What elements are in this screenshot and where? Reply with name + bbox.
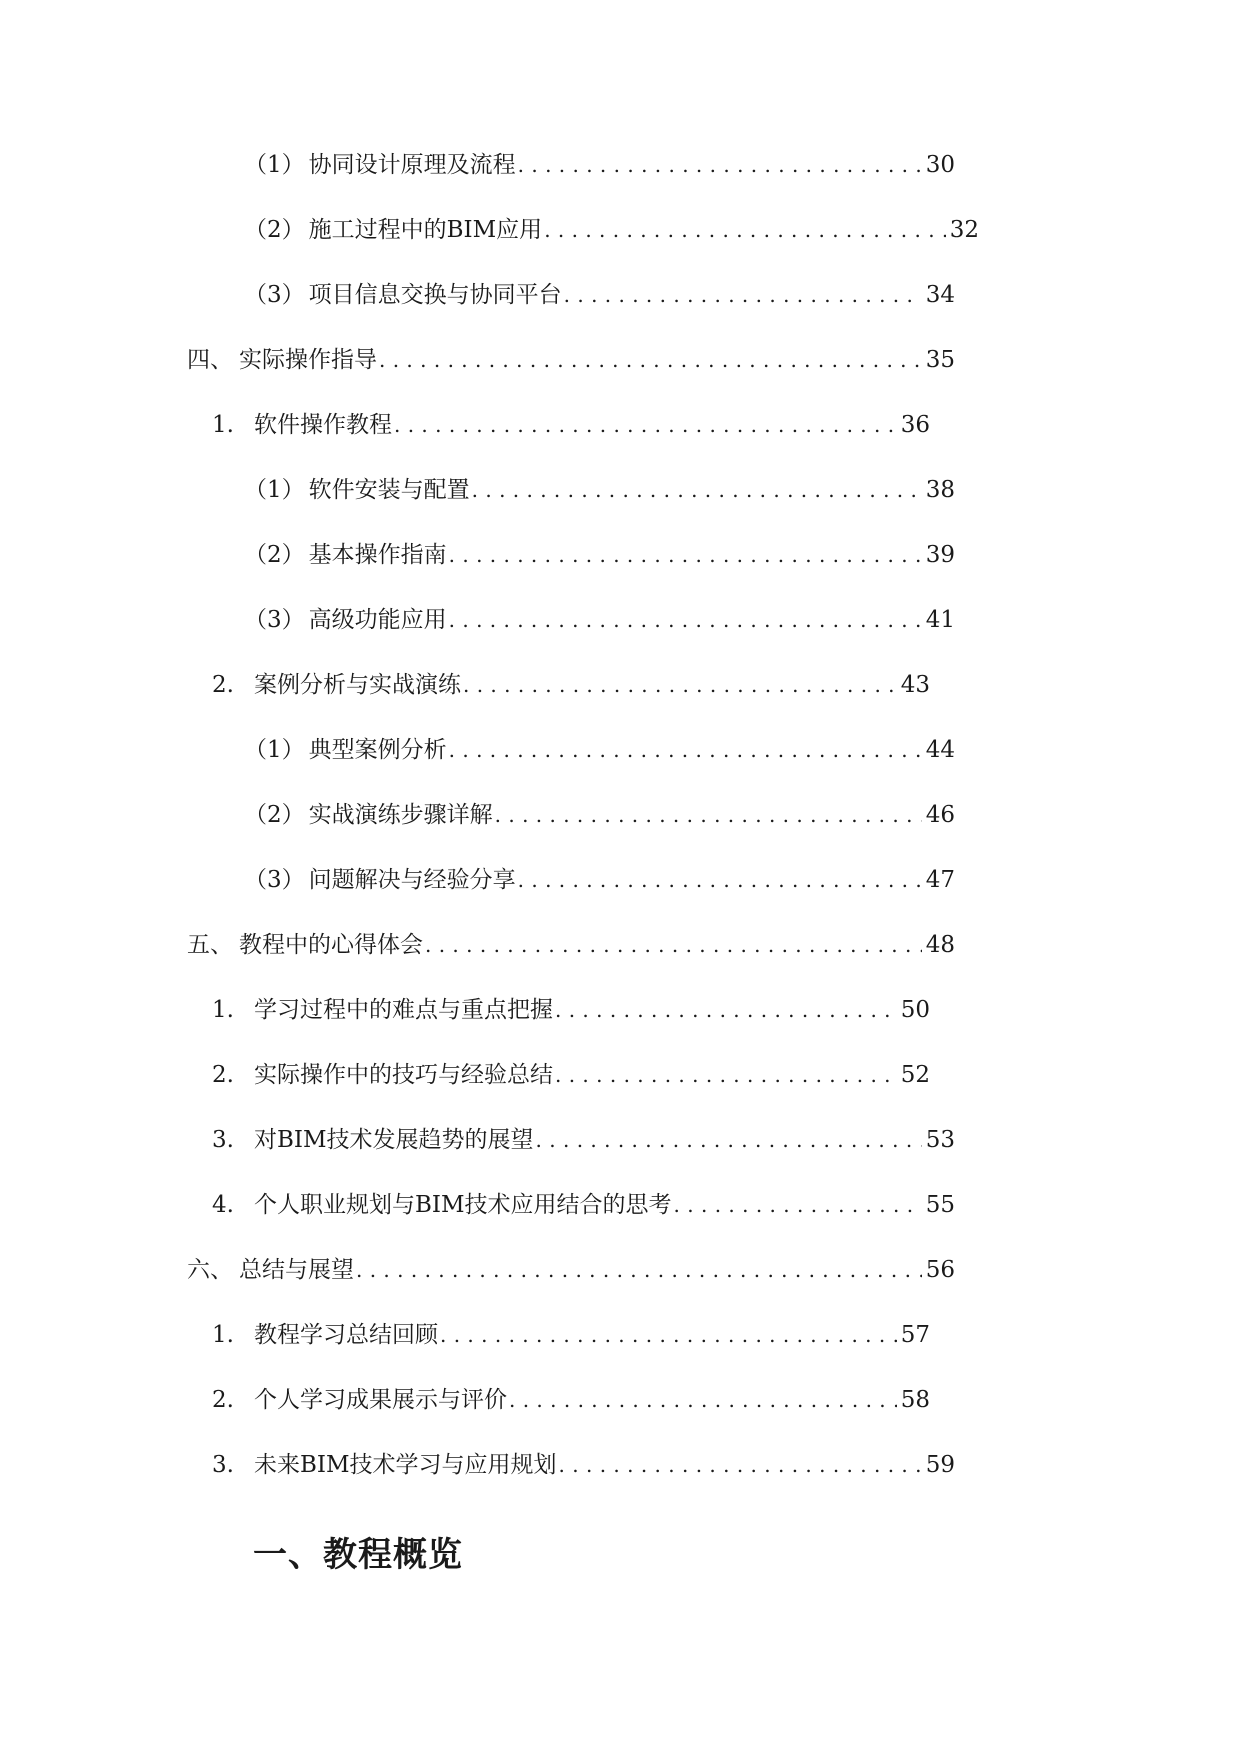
toc-entry[interactable]: [244, 145, 955, 185]
toc-entry-page: 36: [900, 412, 930, 438]
toc-entry[interactable]: [244, 470, 955, 510]
toc-entry-title: 实际操作指导: [239, 347, 377, 373]
toc-entry-page: 58: [900, 1387, 930, 1413]
toc-entry-number: 1.: [212, 997, 234, 1023]
toc-entry-page: 46: [925, 802, 955, 828]
toc-entry-page: 39: [925, 542, 955, 568]
toc-entry-number: 五、: [187, 932, 233, 958]
toc-entry-number: 六、: [187, 1257, 233, 1283]
toc-entry-title: 实际操作中的技巧与经验总结: [254, 1062, 553, 1088]
toc-entry[interactable]: [244, 275, 955, 315]
toc-entry-title: 问题解决与经验分享: [308, 867, 516, 893]
toc-entry-title: 对BIM技术发展趋势的展望: [254, 1127, 534, 1153]
toc-dot-leader: [449, 730, 922, 770]
toc-entry-title: 软件操作教程: [254, 412, 392, 438]
toc-entry-page: 44: [925, 737, 955, 763]
toc-entry-page: 52: [900, 1062, 930, 1088]
toc-dot-leader: [495, 795, 922, 835]
toc-entry[interactable]: [187, 1250, 955, 1290]
toc-entry-number: 1.: [212, 412, 234, 438]
toc-entry-page: 34: [925, 282, 955, 308]
toc-entry-number: 2.: [212, 1062, 234, 1088]
toc-entry-number: （1）: [244, 477, 305, 503]
toc-dot-leader: [518, 860, 922, 900]
toc-entry-number: （1）: [244, 152, 305, 178]
toc-entry-title: 实战演练步骤详解: [308, 802, 493, 828]
toc-dot-leader: [518, 145, 922, 185]
toc-dot-leader: [509, 1380, 897, 1420]
toc-entry-title: 个人职业规划与BIM技术应用结合的思考: [254, 1192, 672, 1218]
toc-entry[interactable]: [212, 665, 930, 705]
toc-entry-number: （3）: [244, 282, 305, 308]
toc-entry-page: 55: [925, 1192, 955, 1218]
toc-entry-page: 53: [925, 1127, 955, 1153]
toc-entry-title: 软件安装与配置: [308, 477, 470, 503]
toc-entry-number: （1）: [244, 737, 305, 763]
toc-entry-title: 总结与展望: [239, 1257, 354, 1283]
toc-entry-number: （2）: [244, 542, 305, 568]
toc-entry-number: 1.: [212, 1322, 234, 1348]
toc-entry-title: 高级功能应用: [308, 607, 447, 633]
toc-entry-number: 4.: [212, 1192, 234, 1218]
toc-entry-number: 2.: [212, 672, 234, 698]
toc-entry-number: 3.: [212, 1127, 234, 1153]
toc-entry-title: 教程中的心得体会: [239, 932, 423, 958]
toc-entry-page: 56: [925, 1257, 955, 1283]
toc-entry-number: 3.: [212, 1452, 234, 1478]
toc-dot-leader: [544, 210, 946, 250]
toc-entry-page: 35: [925, 347, 955, 373]
toc-entry-title: 未来BIM技术学习与应用规划: [254, 1452, 557, 1478]
toc-entry[interactable]: [244, 795, 955, 835]
toc-entry-page: 30: [925, 152, 955, 178]
toc-entry-number: （2）: [244, 802, 305, 828]
toc-dot-leader: [449, 600, 922, 640]
toc-dot-leader: [472, 470, 922, 510]
toc-dot-leader: [564, 275, 922, 315]
toc-dot-leader: [379, 340, 922, 380]
toc-entry-number: 四、: [187, 347, 233, 373]
toc-dot-leader: [674, 1185, 922, 1225]
toc-entry-number: 2.: [212, 1387, 234, 1413]
section-heading: 一、教程概览: [253, 1535, 463, 1575]
toc-entry-page: 47: [925, 867, 955, 893]
toc-entry-page: 48: [925, 932, 955, 958]
toc-entry[interactable]: [244, 210, 979, 250]
toc-entry-page: 57: [900, 1322, 930, 1348]
toc-entry[interactable]: [244, 535, 955, 575]
toc-entry-page: 59: [925, 1452, 955, 1478]
toc-entry-page: 43: [900, 672, 930, 698]
toc-entry-title: 教程学习总结回顾: [254, 1322, 438, 1348]
toc-dot-leader: [463, 665, 897, 705]
toc-dot-leader: [449, 535, 922, 575]
toc-dot-leader: [356, 1250, 922, 1290]
toc-dot-leader: [425, 925, 922, 965]
toc-dot-leader: [440, 1315, 897, 1355]
toc-entry-title: 基本操作指南: [308, 542, 447, 568]
toc-dot-leader: [555, 990, 897, 1030]
toc-entry-title: 项目信息交换与协同平台: [308, 282, 562, 308]
toc-entry[interactable]: [212, 1315, 930, 1355]
toc-entry[interactable]: [212, 1380, 930, 1420]
toc-entry[interactable]: [244, 860, 955, 900]
toc-entry-number: （2）: [244, 217, 305, 243]
toc-entry-title: 施工过程中的BIM应用: [308, 217, 543, 243]
toc-entry[interactable]: [212, 1185, 955, 1225]
toc-entry[interactable]: [244, 730, 955, 770]
toc-entry-page: 32: [949, 217, 979, 243]
toc-entry[interactable]: [187, 925, 955, 965]
toc-entry[interactable]: [212, 1120, 955, 1160]
toc-dot-leader: [555, 1055, 897, 1095]
toc-entry[interactable]: [212, 405, 930, 445]
toc-entry-title: 个人学习成果展示与评价: [254, 1387, 507, 1413]
toc-entry[interactable]: [187, 340, 955, 380]
toc-entry-page: 41: [925, 607, 955, 633]
toc-entry-page: 50: [900, 997, 930, 1023]
toc-entry[interactable]: [244, 600, 955, 640]
toc-entry-number: （3）: [244, 867, 305, 893]
toc-entry-title: 协同设计原理及流程: [308, 152, 516, 178]
toc-entry[interactable]: [212, 1445, 955, 1485]
toc-dot-leader: [559, 1445, 922, 1485]
toc-entry-number: （3）: [244, 607, 305, 633]
toc-entry-title: 学习过程中的难点与重点把握: [254, 997, 553, 1023]
toc-entry-title: 典型案例分析: [308, 737, 447, 763]
toc-entry-title: 案例分析与实战演练: [254, 672, 461, 698]
toc-entry[interactable]: [212, 1055, 930, 1095]
toc-dot-leader: [394, 405, 897, 445]
toc-dot-leader: [536, 1120, 922, 1160]
toc-entry-page: 38: [925, 477, 955, 503]
toc-entry[interactable]: [212, 990, 930, 1030]
